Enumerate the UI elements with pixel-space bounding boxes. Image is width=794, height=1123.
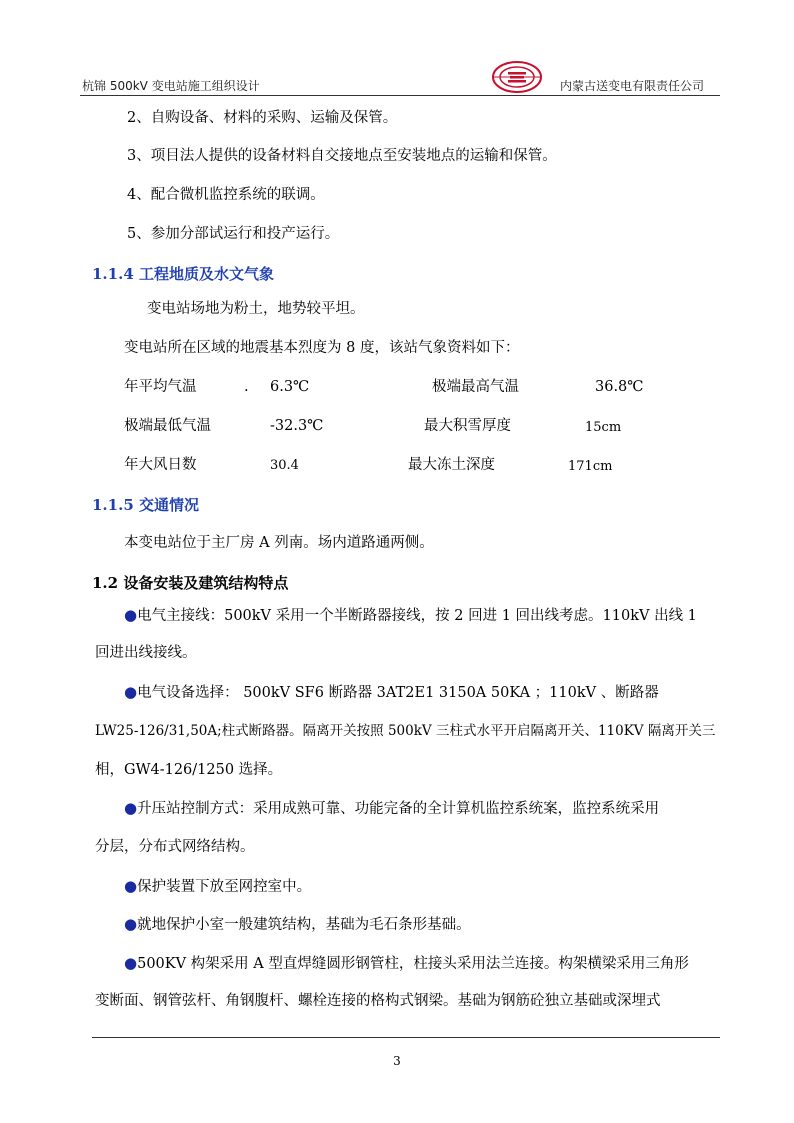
list-item: 2、自购设备、材料的采购、运输及保管。	[127, 110, 398, 126]
bullet-continuation: 相，GW4-126/1250 选择。	[95, 762, 283, 778]
paragraph: 变电站所在区域的地震基本烈度为 8 度，该站气象资料如下：	[124, 340, 520, 356]
bullet-icon: ●	[124, 915, 138, 933]
bullet-item: ●电气主接线：500kV 采用一个半断路器接线，按 2 回进 1 回出线考虑。110kV 出线 1	[124, 606, 697, 624]
bullet-continuation: 回进出线接线。	[95, 645, 197, 661]
company-logo-icon	[491, 60, 543, 94]
paragraph: 本变电站位于主厂房 A 列南。场内道路通两侧。	[124, 535, 434, 551]
bullet-icon: ●	[124, 877, 138, 895]
bullet-continuation: 变断面、钢管弦杆、角钢腹杆、螺栓连接的格构式钢梁。基础为钢筋砼独立基础或深埋式	[95, 993, 661, 1009]
climate-value: 36.8℃	[595, 379, 644, 395]
bullet-item: ●就地保护小室一般建筑结构，基础为毛石条形基础。	[124, 915, 471, 933]
section-heading-1-1-5: 1.1.5 交通情况	[92, 496, 199, 514]
bullet-item: ●电气设备选择： 500kV SF6 断路器 3AT2E1 3150A 50KA ；110kV 、断路器	[124, 683, 659, 701]
bullet-icon: ●	[124, 799, 138, 817]
climate-key: 最大冻土深度	[408, 457, 495, 473]
climate-value: 15cm	[585, 420, 622, 435]
climate-value: -32.3℃	[270, 418, 324, 434]
climate-key: 极端最低气温	[124, 418, 211, 434]
list-item: 4、配合微机监控系统的联调。	[127, 187, 325, 203]
bullet-icon: ●	[124, 606, 138, 624]
footer-divider	[92, 1037, 720, 1038]
bullet-item: ●500KV 构架采用 A 型直焊缝圆形钢管柱，柱接头采用法兰连接。构架横梁采用三角形	[124, 954, 689, 972]
bullet-item: ●保护装置下放至网控室中。	[124, 877, 312, 895]
climate-key: 年平均气温	[124, 379, 197, 395]
climate-key: 最大积雪厚度	[424, 418, 511, 434]
climate-value: 171cm	[568, 459, 613, 474]
section-heading-1-2: 1.2 设备安装及建筑结构特点	[92, 574, 289, 592]
bullet-continuation: LW25-126/31,50A;柱式断路器。隔离开关按照 500kV 三柱式水平开启隔离开关、110KV 隔离开关三	[95, 723, 716, 739]
header-company-name: 内蒙古送变电有限责任公司	[560, 79, 705, 93]
climate-key: 极端最高气温	[432, 379, 519, 395]
bullet-item: ●升压站控制方式：采用成熟可靠、功能完备的全计算机监控系统案，监控系统采用	[124, 799, 660, 817]
bullet-continuation: 分层，分布式网络结构。	[95, 839, 255, 855]
paragraph: 变电站场地为粉土，地势较平坦。	[147, 301, 365, 317]
header-document-title: 杭锦 500kV 变电站施工组织设计	[82, 79, 260, 93]
bullet-icon: ●	[124, 954, 138, 972]
list-item: 3、项目法人提供的设备材料自交接地点至安装地点的运输和保管。	[127, 148, 557, 164]
climate-key: 年大风日数	[124, 457, 197, 473]
header-divider	[80, 95, 720, 96]
climate-dot: .	[244, 379, 249, 395]
page-number: 3	[393, 1054, 401, 1068]
list-item: 5、参加分部试运行和投产运行。	[127, 226, 340, 242]
section-heading-1-1-4: 1.1.4 工程地质及水文气象	[92, 265, 274, 283]
climate-value: 30.4	[270, 458, 299, 473]
climate-value: 6.3℃	[270, 379, 310, 395]
bullet-icon: ●	[124, 683, 138, 701]
